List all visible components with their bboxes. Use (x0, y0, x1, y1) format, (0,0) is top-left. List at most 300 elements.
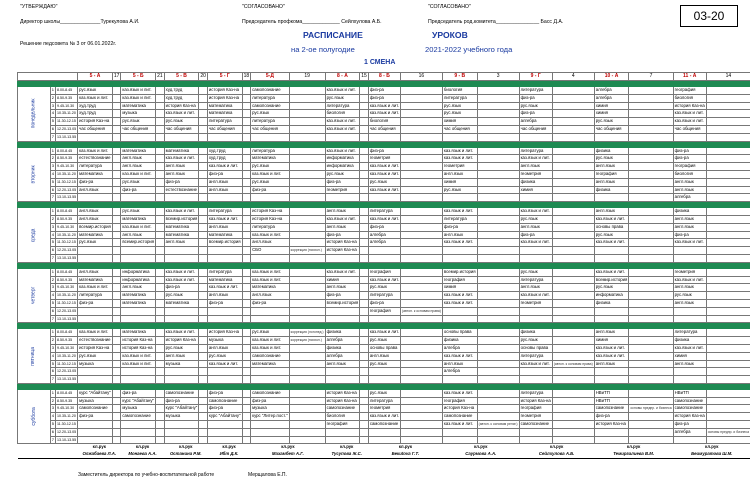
room-cell (112, 315, 121, 323)
subject-cell: англ.язык (78, 186, 113, 194)
room-cell (242, 421, 251, 429)
subject-cell: физ-ра (78, 178, 113, 186)
room-cell (112, 307, 121, 315)
room-cell (706, 147, 750, 155)
subject-cell: каз.язык и лит. (368, 102, 400, 110)
room-cell (156, 360, 165, 368)
lesson-time: 8.50-9.35 (55, 155, 77, 163)
room-cell (156, 428, 165, 436)
room-cell (360, 344, 369, 352)
subject-cell (121, 428, 156, 436)
room-cell (400, 276, 442, 284)
room-cell (706, 110, 750, 118)
subject-cell: геометрия (519, 413, 552, 421)
class-name: 8 - А (325, 73, 360, 81)
room-cell (199, 231, 208, 239)
lesson-number: 5 (50, 118, 55, 126)
subject-cell: физ-ра (442, 223, 477, 231)
class-teacher-name: Бекиtova Г.Т. (368, 451, 442, 458)
subject-cell: каз.язык и лит. (519, 239, 552, 247)
room-cell (360, 163, 369, 171)
subject-cell: литература (519, 352, 552, 360)
room-cell (360, 284, 369, 292)
subject-cell: англ.язык (673, 360, 706, 368)
lesson-number: 6 (50, 247, 55, 255)
subject-cell (519, 194, 552, 202)
room-cell (477, 94, 519, 102)
subject-cell: каз.язык и лит. (368, 110, 400, 118)
room-cell (552, 133, 594, 141)
lesson-time: 10.35-11.20 (55, 352, 77, 360)
room-cell (706, 178, 750, 186)
subject-cell: англ.язык (442, 360, 477, 368)
day-name (18, 329, 51, 384)
lesson-time: 12.20-13.05 (55, 247, 77, 255)
room-cell (112, 428, 121, 436)
room-cell (112, 268, 121, 276)
subject-cell: самопознание (673, 405, 706, 413)
room-cell (400, 155, 442, 163)
subject-cell: час общения (594, 125, 629, 133)
room-cell (289, 276, 325, 284)
subject-cell: математика (121, 292, 156, 300)
subject-cell: история Каз-на (325, 397, 360, 405)
room-cell (360, 376, 369, 384)
subject-cell: литература (519, 389, 552, 397)
room-cell (199, 337, 208, 345)
subject-cell: англ.язык (519, 163, 552, 171)
lesson-time: 8.00-8.45 (55, 87, 77, 95)
lesson-number: 6 (50, 186, 55, 194)
lesson-row (18, 307, 750, 315)
class-teacher-label: кл.рук (398, 444, 412, 450)
subject-cell: рус.язык (594, 118, 629, 126)
subject-cell: всемир.история (325, 299, 360, 307)
class-room: 20 (200, 73, 206, 80)
subject-cell (251, 307, 289, 315)
room-cell (112, 413, 121, 421)
room-cell (400, 239, 442, 247)
subject-cell (594, 254, 629, 262)
lesson-time: 12.20-13.05 (55, 428, 77, 436)
room-cell (360, 239, 369, 247)
room-cell (199, 292, 208, 300)
subject-cell (121, 254, 156, 262)
room-cell (156, 344, 165, 352)
class-room: 16 (400, 73, 442, 81)
subject-cell: информатика (594, 292, 629, 300)
subject-cell: англ.язык (594, 163, 629, 171)
subject-cell: англ.язык (594, 208, 629, 216)
room-cell (360, 268, 369, 276)
room-cell (477, 231, 519, 239)
subject-cell: математика (121, 215, 156, 223)
room-cell (199, 155, 208, 163)
lesson-number: 4 (50, 231, 55, 239)
subject-cell: история Каз-на (164, 337, 199, 345)
lesson-row (18, 110, 750, 118)
subject-cell: каз.язык и лит. (442, 352, 477, 360)
subject-cell: англ.язык (207, 292, 242, 300)
subject-cell (368, 376, 400, 384)
room-cell (552, 254, 594, 262)
subject-cell: час общения (207, 125, 242, 133)
room-cell (477, 352, 519, 360)
room-cell (199, 329, 208, 337)
room-cell (552, 102, 594, 110)
room-cell (156, 239, 165, 247)
lesson-number: 3 (50, 163, 55, 171)
room-cell (400, 87, 442, 95)
room-cell (242, 284, 251, 292)
room-cell (289, 87, 325, 95)
room-cell (706, 247, 750, 255)
room-cell (112, 223, 121, 231)
subject-cell (251, 315, 289, 323)
room-cell (477, 299, 519, 307)
subject-cell (121, 194, 156, 202)
lesson-time: 8.00-8.45 (55, 268, 77, 276)
class-name: 5-Д (251, 73, 289, 81)
lesson-time: 11.30-12.15 (55, 421, 77, 429)
subject-cell (673, 307, 706, 315)
room-cell (400, 360, 442, 368)
room-cell (360, 428, 369, 436)
subject-cell: информатика (325, 163, 360, 171)
room-cell (360, 405, 369, 413)
subject-cell: рус.язык (121, 178, 156, 186)
room-cell (360, 110, 369, 118)
subject-cell: алгебра (368, 239, 400, 247)
subject-cell: география (368, 268, 400, 276)
room-cell (289, 413, 325, 421)
subject-cell: физ-ра (164, 284, 199, 292)
subject-cell: всемир.история (121, 239, 156, 247)
room-cell (199, 102, 208, 110)
room-cell (400, 94, 442, 102)
room-cell (242, 368, 251, 376)
subject-cell: каз.язык и лит. (164, 329, 199, 337)
subject-cell: информатика (121, 276, 156, 284)
room-cell (629, 397, 673, 405)
day-label: среда (30, 228, 37, 242)
room-cell (199, 307, 208, 315)
subject-cell: каз.язык и лит. (251, 268, 289, 276)
subject-cell: музыка (78, 360, 113, 368)
room-cell (477, 315, 519, 323)
subject-cell (368, 436, 400, 444)
subject-cell: самопознание (673, 397, 706, 405)
subject-cell: математика (121, 102, 156, 110)
subject-cell (673, 254, 706, 262)
lesson-time: 13.10-13.55 (55, 315, 77, 323)
document-code: 03-20 (680, 5, 738, 27)
subject-cell (519, 247, 552, 255)
subject-cell: каз.язык и лит. (594, 344, 629, 352)
subject-cell: каз.язык и лит. (207, 215, 242, 223)
room-cell (552, 186, 594, 194)
room-cell (156, 405, 165, 413)
room-cell (156, 170, 165, 178)
subject-cell: алгебра (442, 368, 477, 376)
room-cell (552, 344, 594, 352)
subject-cell: рус.язык (442, 186, 477, 194)
room-cell (629, 239, 673, 247)
subject-cell (442, 428, 477, 436)
room-cell (112, 133, 121, 141)
room-cell (552, 247, 594, 255)
room-cell (242, 239, 251, 247)
subject-cell: литература (78, 292, 113, 300)
room-cell (289, 239, 325, 247)
lesson-row (18, 389, 750, 397)
room-cell (112, 208, 121, 216)
lesson-row (18, 163, 750, 171)
subject-cell (251, 436, 289, 444)
subject-cell: математика (207, 231, 242, 239)
room-cell (552, 299, 594, 307)
room-cell (477, 436, 519, 444)
subject-cell (121, 421, 156, 429)
subject-cell: рус.язык (78, 352, 113, 360)
subject-cell: рус.язык (368, 337, 400, 345)
agree-parents-label: "СОГЛАСОВАНО" (428, 4, 471, 10)
subject-cell (594, 428, 629, 436)
subject-cell: рус.язык (519, 215, 552, 223)
room-cell (400, 254, 442, 262)
room-cell (289, 147, 325, 155)
room-cell (199, 389, 208, 397)
subject-cell: математика (207, 110, 242, 118)
room-cell (242, 178, 251, 186)
subject-cell (164, 421, 199, 429)
subject-cell (251, 368, 289, 376)
subject-cell: естествознание (164, 186, 199, 194)
room-cell (629, 368, 673, 376)
lesson-row (18, 344, 750, 352)
title-schedule: РАСПИСАНИЕ (303, 30, 363, 40)
room-cell (552, 276, 594, 284)
subject-cell: физика (594, 299, 629, 307)
lesson-number: 1 (50, 87, 55, 95)
subject-cell (442, 247, 477, 255)
room-cell (242, 186, 251, 194)
lesson-time: 10.35-11.20 (55, 413, 77, 421)
room-cell (289, 208, 325, 216)
subject-cell: каз.язык и лит. (121, 360, 156, 368)
subject-cell: англ.язык (519, 284, 552, 292)
subject-cell: каз.язык и лит. (519, 208, 552, 216)
subject-cell: биология (325, 413, 360, 421)
lesson-time: 8.50-9.35 (55, 397, 77, 405)
subject-cell: рус.язык (519, 102, 552, 110)
subject-cell: физика (325, 344, 360, 352)
room-cell (706, 315, 750, 323)
class-teacher-name: Монаева А.А. (121, 451, 164, 458)
subject-cell: геометрия (368, 405, 400, 413)
subject-cell: география (442, 276, 477, 284)
subject-cell: геометрия (519, 299, 552, 307)
subject-cell: каз.язык и лит. (164, 268, 199, 276)
subject-cell: каз.язык и лит. (368, 215, 400, 223)
room-cell (629, 178, 673, 186)
room-cell (199, 186, 208, 194)
room-cell (199, 215, 208, 223)
room-cell (112, 147, 121, 155)
class-teacher-label: кл.рук (281, 444, 295, 450)
subject-cell (164, 428, 199, 436)
room-cell (242, 352, 251, 360)
subject-cell: литература (442, 215, 477, 223)
subject-cell (78, 376, 113, 384)
subject-cell (368, 254, 400, 262)
room-cell (706, 215, 750, 223)
room-cell (289, 118, 325, 126)
subject-cell: рус.язык (594, 231, 629, 239)
room-cell (477, 428, 519, 436)
room-cell (706, 421, 750, 429)
room-cell (199, 344, 208, 352)
subject-cell: химия (442, 118, 477, 126)
room-cell (706, 360, 750, 368)
subject-cell: химия (594, 102, 629, 110)
room-cell (706, 352, 750, 360)
lesson-number: 5 (50, 299, 55, 307)
room-cell (112, 436, 121, 444)
subject-cell: худ.труд (164, 87, 199, 95)
room-cell (477, 110, 519, 118)
subject-cell (368, 315, 400, 323)
lesson-time: 8.00-8.45 (55, 329, 77, 337)
class-teacher-label: кл.рук (550, 444, 564, 450)
subject-cell: физика (673, 208, 706, 216)
room-cell (706, 239, 750, 247)
room-cell (112, 178, 121, 186)
room-cell (289, 344, 325, 352)
subject-cell: каз.язык и лит. (251, 344, 289, 352)
subject-cell: естествознание (78, 337, 113, 345)
subject-cell: англ.язык (164, 163, 199, 171)
subject-cell: каз.язык и лит. (207, 163, 242, 171)
room-cell (552, 170, 594, 178)
room-cell (199, 125, 208, 133)
room-cell (156, 147, 165, 155)
subject-cell: музыка (164, 360, 199, 368)
subject-cell: каз.язык и лит. (78, 147, 113, 155)
subject-cell: физ-ра (207, 170, 242, 178)
subject-cell: самопознание (121, 413, 156, 421)
room-cell (156, 178, 165, 186)
subject-cell (251, 376, 289, 384)
subject-cell: география (594, 170, 629, 178)
subject-cell (325, 428, 360, 436)
room-cell (112, 239, 121, 247)
subject-cell: худ.труд (164, 94, 199, 102)
room-cell (629, 413, 673, 421)
subject-cell: рус.язык (78, 87, 113, 95)
subject-cell: биология (673, 94, 706, 102)
room-cell (552, 147, 594, 155)
room-cell (629, 436, 673, 444)
room-cell (360, 215, 369, 223)
subject-cell: математика (78, 231, 113, 239)
subject-cell: физ-ра (368, 299, 400, 307)
room-cell (289, 389, 325, 397)
subject-cell: каз.язык и лит. (368, 276, 400, 284)
subject-cell: каз.язык и лит. (121, 223, 156, 231)
room-cell (400, 133, 442, 141)
lesson-number: 2 (50, 337, 55, 345)
room-cell (199, 352, 208, 360)
subject-cell: каз.язык и лит. (251, 276, 289, 284)
lesson-time: 10.35-11.20 (55, 292, 77, 300)
lesson-row (18, 133, 750, 141)
subject-cell: физ-ра (673, 147, 706, 155)
subject-cell: физика (519, 329, 552, 337)
room-cell (400, 428, 442, 436)
room-cell (477, 239, 519, 247)
lesson-row (18, 239, 750, 247)
subject-cell: химия (325, 276, 360, 284)
room-cell (629, 389, 673, 397)
subject-cell (207, 368, 242, 376)
subject-cell: геометрия (368, 155, 400, 163)
subject-cell: рус.язык (121, 118, 156, 126)
lesson-number: 4 (50, 110, 55, 118)
subject-cell: музыка (78, 397, 113, 405)
class-name: 5 - Б (121, 73, 156, 81)
room-cell (629, 118, 673, 126)
room-cell (706, 163, 750, 171)
room-cell (289, 110, 325, 118)
day-name (18, 147, 51, 202)
subject-cell (325, 368, 360, 376)
class-teacher-label: кл.рук (222, 444, 236, 450)
room-cell (360, 102, 369, 110)
subject-cell: рус.язык (325, 170, 360, 178)
subject-cell (673, 368, 706, 376)
subject-cell: каз.язык и лит. (164, 110, 199, 118)
subject-cell (673, 376, 706, 384)
room-cell (112, 421, 121, 429)
lesson-row (18, 284, 750, 292)
lesson-number: 6 (50, 125, 55, 133)
room-cell (477, 397, 519, 405)
class-teacher-name: Тусупова Ж.С. (325, 451, 368, 458)
room-cell (706, 170, 750, 178)
lesson-number: 7 (50, 436, 55, 444)
room-cell (156, 268, 165, 276)
room-cell (477, 147, 519, 155)
subject-cell (251, 194, 289, 202)
room-cell (112, 292, 121, 300)
room-cell (477, 247, 519, 255)
room-cell (199, 368, 208, 376)
room-cell (112, 87, 121, 95)
day-label: вторник (30, 165, 37, 184)
room-cell (242, 118, 251, 126)
room-cell (629, 223, 673, 231)
room-cell (400, 215, 442, 223)
room-cell (289, 163, 325, 171)
room-cell (242, 413, 251, 421)
class-name: 10 - А (594, 73, 629, 81)
room-cell (199, 284, 208, 292)
subject-cell (121, 368, 156, 376)
subject-cell: час общения (78, 125, 113, 133)
room-cell (360, 118, 369, 126)
subject-cell (594, 315, 629, 323)
